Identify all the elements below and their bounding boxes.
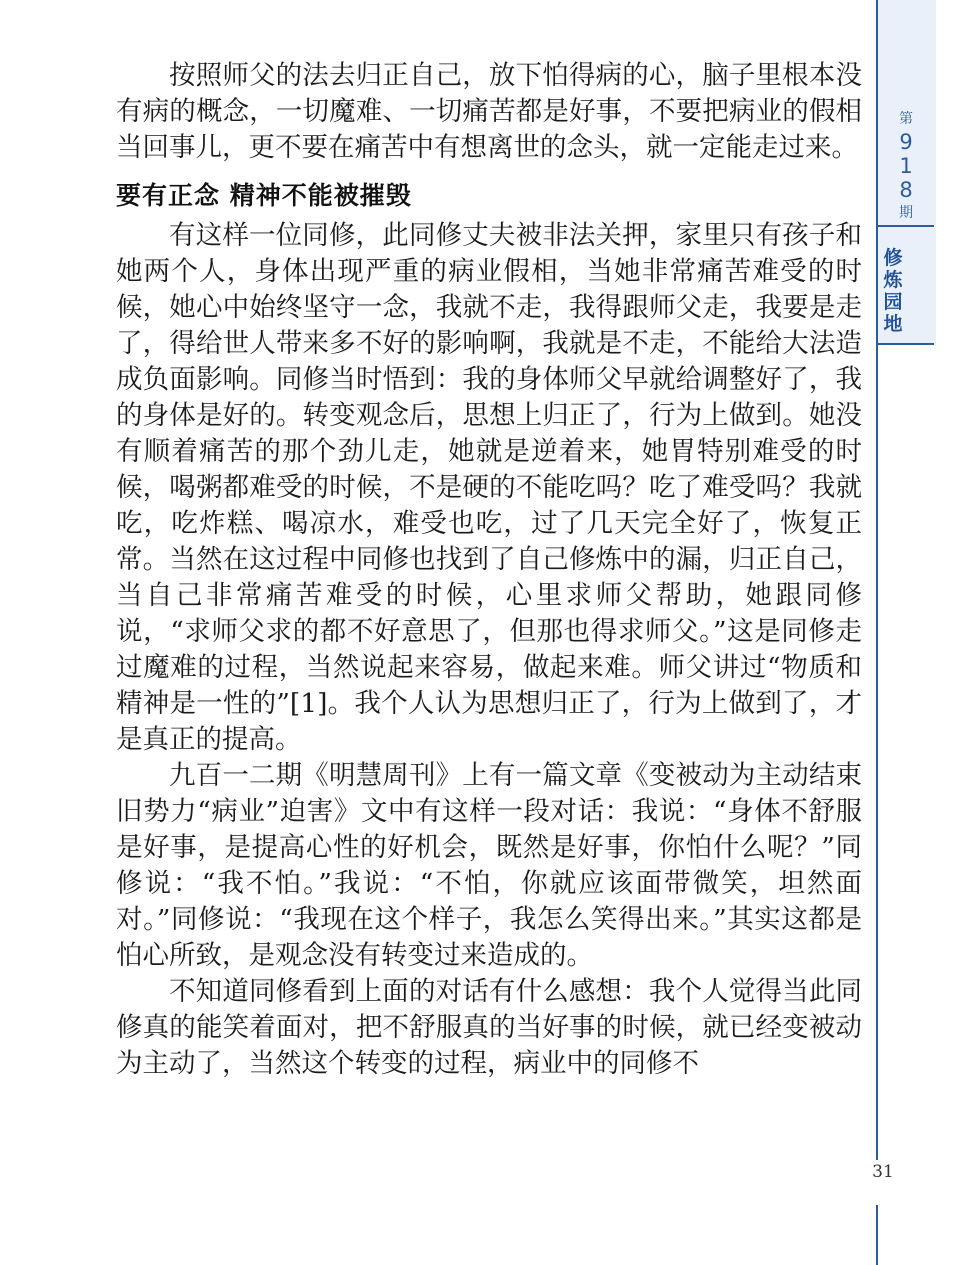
article-body [116,58,862,1082]
column-char: 地 [883,313,903,335]
paragraph: 有这样一位同修，此同修丈夫被非法关押，家里只有孩子和她两个人，身体出现严重的病业假相，当她非常痛苦难受的时候，她心中始终坚守一念，我就不走，我得跟师父走，我要是走了，得给世人带来多不好的影响啊，我就是不走，不能给大法造成负面影响。同修当时悟到：我的身体师父早就给调整好了，我的身体是好的。转变观念后，思想上归正了，行为上做到。她没有顺着痛苦的那个劲儿走，她就是逆着来，她胃特别难受的时候，喝粥都难受的时候，不是硬的不能吃吗？吃了难受吗？我就吃，吃炸糕、喝凉水，难受也吃，过了几天完全好了，恢复正常。当然在这过程中同修也找到了自己修炼中的漏，归正自己，当自己非常痛苦难受的时候，心里求师父帮助，她跟同修说，“求师父求的都不好意思了，但那也得求师父。”这是同修走过魔难的过程，当然说起来容易，做起来难。师父讲过“物质和精神是一性的”[1]。我个人认为思想归正了，行为上做到了，才是真正的提高。 [116,220,862,755]
column-label [878,247,908,335]
issue-digit: 1 [899,154,913,178]
sidebar-rule-bottom [876,1205,878,1265]
issue-digit: 8 [899,178,913,202]
column-char: 炼 [883,269,903,291]
sidebar-divider [878,225,934,227]
issue-suffix: 期 [899,205,913,221]
issue-prefix: 第 [899,111,913,127]
sidebar-divider [878,343,934,345]
issue-number [878,108,934,224]
paragraph: 不知道同修看到上面的对话有什么感想：我个人觉得当此同修真的能笑着面对，把不舒服真的当好事的时候，就已经变被动为主动了，当然这个转变的过程，病业中的同修不 [116,976,862,1079]
paragraph: 按照师父的法去归正自己，放下怕得病的心，脑子里根本没有病的概念，一切魔难、一切痛苦都是好事，不要把病业的假相当回事儿，更不要在痛苦中有想离世的念头，就一定能走过来。 [116,60,862,163]
section-heading: 要有正念 精神不能被摧毁 [116,181,412,210]
issue-digit: 9 [899,130,913,154]
paragraph: 九百一二期《明慧周刊》上有一篇文章《变被动为主动结束旧势力“病业”迫害》文中有这样一段对话：我说：“身体不舒服是好事，是提高心性的好机会，既然是好事，你怕什么呢？”同修说：“我不怕。”我说：“不怕，你就应该面带微笑，坦然面对。”同修说：“我现在这个样子，我怎么笑得出来。”其实这都是怕心所致，是观念没有转变过来造成的。 [116,760,862,971]
column-char: 园 [883,291,903,313]
page-number: 31 [872,1162,894,1182]
column-char: 修 [883,247,903,269]
